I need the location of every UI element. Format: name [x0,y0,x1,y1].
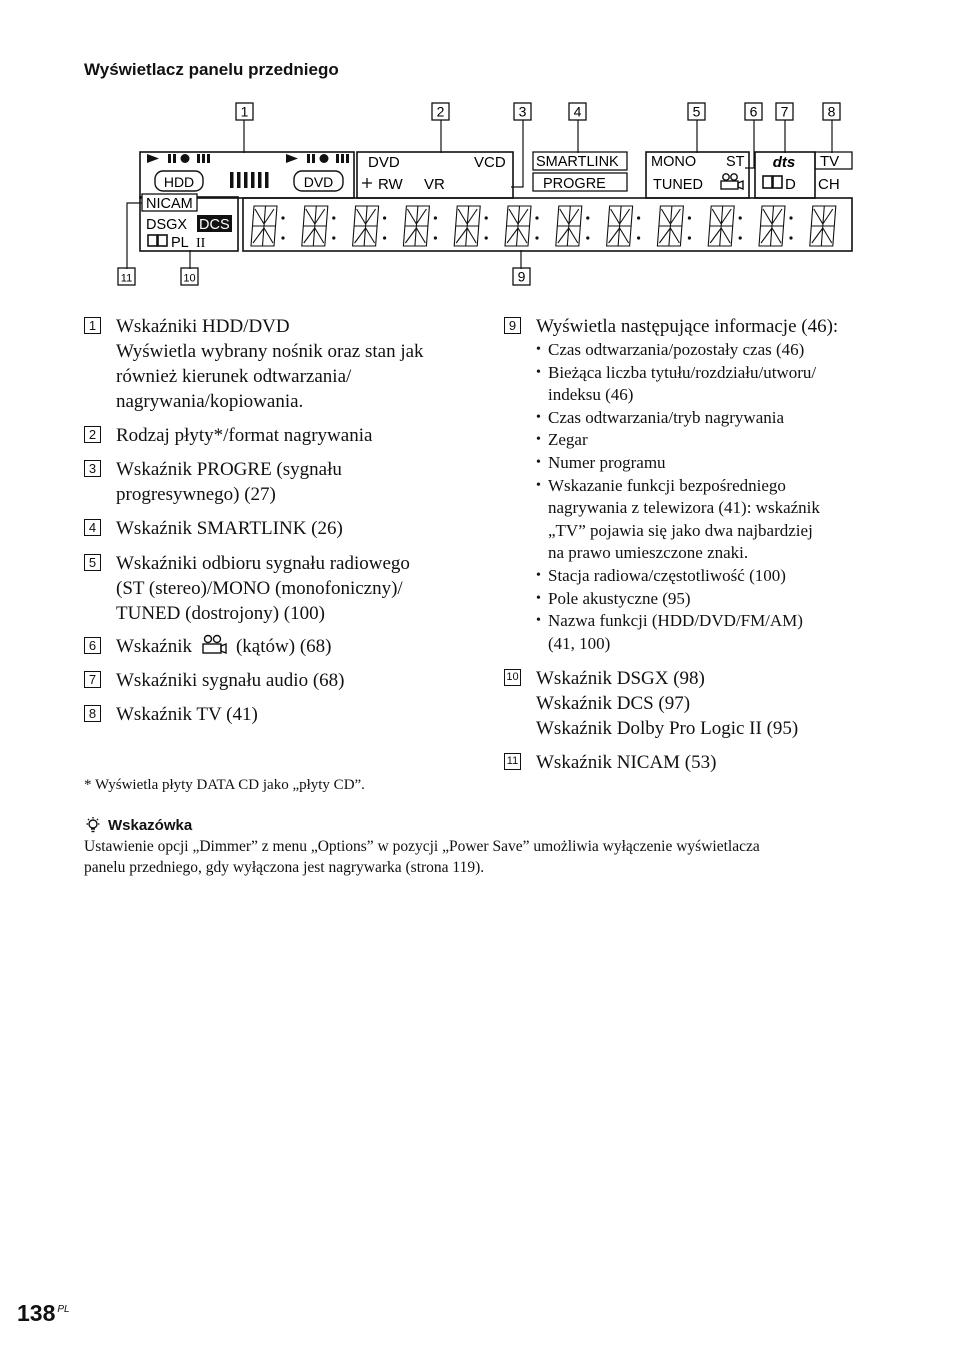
ch-label: CH [818,176,840,193]
item-line [116,634,331,663]
transfer-bars-icon [230,172,269,188]
segment-character [657,206,691,246]
tuned-label: TUNED [653,177,703,193]
item-number-box: 6 [84,637,101,654]
segment-character [302,206,336,246]
item-number-box: 8 [84,705,101,722]
bullet-item-continuation: indeksu (46) [548,385,634,405]
tip-line: panelu przedniego, gdy wyłączona jest nagrywarka (strona 119). [84,859,485,876]
lightbulb-icon [84,816,102,834]
play-pause-rec-icon-right [286,154,349,163]
item-text [116,457,342,507]
item-number-box: 1 [84,317,101,334]
callout-number: 5 [692,103,701,120]
bullet-item: • Wskazanie funkcji bezpośredniego [536,475,820,498]
plus-minus-icon [362,178,372,188]
bullet-item: • Czas odtwarzania/pozostały czas (46) [536,339,820,362]
segment-character [353,206,387,246]
item-line: Wyświetla następujące informacje (46): [536,316,839,337]
tip-line: Ustawienie opcji „Dimmer” z menu „Options” w pozycji „Power Save” umożliwia wyłączenie wyświetlacza [84,838,760,855]
item-number-box: 3 [84,460,101,477]
item9-bullet-list [536,339,820,655]
item-line: nagrywania/kopiowania. [116,391,304,412]
bullet-item: • Stacja radiowa/częstotliwość (100) [536,565,820,588]
item-line-part: (kątów) (68) [235,636,332,657]
item-line: Wskaźnik DSGX (98) [536,668,705,689]
front-panel-diagram [0,0,954,300]
bullet-item: • Czas odtwarzania/tryb nagrywania [536,407,820,430]
item-line: (ST (stereo)/MONO (monofoniczny)/ [116,578,403,599]
footnote: * Wyświetla płyty DATA CD jako „płyty CD”. [84,777,365,793]
callout-number: 9 [517,268,526,285]
dvd-indicator: DVD [303,174,334,190]
callout-number: 3 [518,103,527,120]
segment-character [708,206,742,246]
dolby-pl-icon [148,235,167,246]
item-text [536,666,798,741]
bullet-item: • Zegar [536,429,820,452]
item-text [116,516,343,541]
item-text [536,750,716,775]
callouts [118,103,840,285]
item-line: Wskaźnik Dolby Pro Logic II (95) [536,718,799,739]
bullet-item-continuation: (41, 100) [548,633,611,653]
section-title: Wyświetlacz panelu przedniego [84,60,339,79]
item-line-part: Wskaźnik [116,636,192,657]
pl-ii-label: II [196,236,206,251]
bullet-item-continuation: nagrywania z telewizora (41): wskaźnik [548,498,820,518]
st-label: ST [726,154,745,170]
item-number-box: 5 [84,554,101,571]
item-line: Wskaźniki HDD/DVD [116,316,290,337]
tv-label: TV [820,153,840,170]
item-line: Wskaźniki odbioru sygnału radiowego [116,553,410,574]
item-number-box: 10 [504,669,521,686]
item-line: Wskaźniki sygnału audio (68) [116,670,345,691]
item-text [116,702,258,727]
item-number-box: 2 [84,426,101,443]
vcd-label: VCD [474,154,506,171]
bullet-item: • Bieżąca liczba tytułu/rozdziału/utworu/ [536,362,820,385]
item-line: Wskaźnik PROGRE (sygnału [116,459,342,480]
bullet-item: • Pole akustyczne (95) [536,588,820,611]
item-number-box: 11 [504,753,521,770]
tip-text [84,836,760,878]
segment-character [403,206,437,246]
hdd-indicator: HDD [163,174,195,190]
play-pause-rec-icon-left [147,154,210,163]
item-line: Wyświetla wybrany nośnik oraz stan jak [116,341,424,362]
bullet-item: • Nazwa funkcji (HDD/DVD/FM/AM) [536,610,820,633]
mono-label: MONO [651,154,697,170]
segment-display [251,206,836,246]
item-text [116,668,344,693]
segment-character [759,206,793,246]
item-number-box: 9 [504,317,521,334]
callout-number: 7 [780,103,789,120]
callout-number: 1 [240,103,249,120]
dts-logo: dts [772,154,796,171]
item-line: TUNED (dostrojony) (100) [116,603,325,624]
item-line: Wskaźnik SMARTLINK (26) [116,518,343,539]
angle-camera-icon [721,174,743,189]
angle-camera-icon [200,634,228,663]
dvd-label: DVD [368,154,400,171]
callout-number: 11 [120,272,133,285]
segment-character [505,206,539,246]
page-number-value: 138 [17,1300,56,1326]
segment-character [556,206,590,246]
segment-character [810,206,836,246]
d-label: D [785,176,796,193]
item-line: Wskaźnik NICAM (53) [536,752,717,773]
item-line: progresywnego) (27) [116,484,276,505]
pl-label: PL [171,235,189,251]
item-text [116,314,424,414]
progre-label: PROGRE [543,176,606,192]
page-language: PL [57,1304,70,1315]
item-line: Rodzaj płyty*/format nagrywania [116,425,373,446]
item-text [116,634,331,663]
item-text [116,423,372,448]
page-number [17,1300,70,1327]
rw-label: RW [378,176,403,193]
dolby-digital-icon [763,176,782,188]
bullet-item: • Numer programu [536,452,820,475]
callout-number: 4 [573,103,582,120]
bullet-item-continuation: „TV” pojawia się jako dwa najbardziej [548,520,813,540]
tip-title: Wskazówka [108,817,193,834]
bullet-item-continuation: na prawo umieszczone znaki. [548,543,749,563]
vr-label: VR [424,176,445,193]
callout-number: 8 [827,103,836,120]
dcs-label: DCS [199,217,230,233]
nicam-label: NICAM [146,196,193,212]
callout-number: 6 [749,103,758,120]
callout-number: 2 [436,103,445,120]
item-line: Wskaźnik TV (41) [116,704,258,725]
segment-character [251,206,285,246]
smartlink-label: SMARTLINK [536,154,619,170]
leader-lines [127,120,832,269]
item-number-box: 7 [84,671,101,688]
dsgx-label: DSGX [146,217,188,233]
item-line: również kierunek odtwarzania/ [116,366,352,387]
segment-character [454,206,488,246]
item-text [536,314,838,339]
segment-character [607,206,641,246]
item-number-box: 4 [84,519,101,536]
callout-number: 10 [183,272,196,285]
item-text [116,551,410,626]
item-line: Wskaźnik DCS (97) [536,693,691,714]
